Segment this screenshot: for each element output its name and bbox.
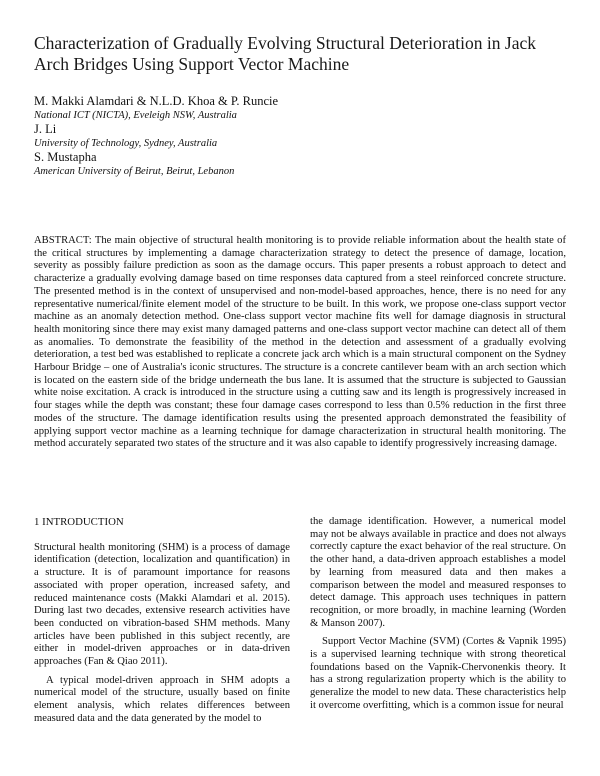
right-column	[310, 516, 566, 713]
left-column	[34, 516, 290, 726]
author-names: S. Mustapha	[34, 150, 97, 164]
body-paragraph: the damage identification. However, a numerical model may not be always available in practice and does not always correctly capture the exact behavior of the real structure. On the other hand, a data-driven approach establishes a model by learning from measured data and then makes a comparison between the model and measured responses to detect damage. This approach uses techniques in pattern recognition, or more broadly, in machine learning (Worden & Manson 2007).	[310, 516, 566, 629]
author-block	[34, 94, 564, 178]
paper-title: Characterization of Gradually Evolving Structural Deterioration in Jack Arch Bridges Using Support Vector Machine	[34, 33, 536, 74]
author-names: M. Makki Alamdari & N.L.D. Khoa & P. Runcie	[34, 94, 279, 108]
author-group-2	[34, 122, 564, 150]
body-paragraph: A typical model-driven approach in SHM adopts a numerical model of the structure, usually based on finite element analysis, which relates differences between measured data and the data generated by the model to	[34, 674, 290, 724]
author-names: J. Li	[34, 122, 57, 136]
author-group-3	[34, 150, 564, 178]
author-affiliation: National ICT (NICTA), Eveleigh NSW, Australia	[34, 110, 237, 121]
author-affiliation: American University of Beirut, Beirut, Lebanon	[34, 166, 235, 177]
abstract: ABSTRACT: The main objective of structural health monitoring is to provide reliable information about the health state of the critical structures by implementing a damage characterization strategy to detect the presence of damage, location, severity as possibly failure prediction as soon as the damage occurs. This paper presents a robust approach to detect and characterize a gradually evolving damage based on time responses data captured from a steel reinforced concrete structure. The presented method is in the context of unsupervised and non-model-based approaches, hence, there is no need for any representative numerical/finite element model of the structure to be built. In this work, we propose one-class support vector machine as an anomaly detection method. One-class support vector machine fits well for damage diagnosis in structural health monitoring since there may exist many damaged patterns and one-class support vector machine can detect all of them as anomalies. To demonstrate the feasibility of the method in the detection and assessment of a gradually evolving deterioration, a test bed was established to replicate a concrete jack arch which is a main structural component on the Sydney Harbour Bridge – one of Australia's iconic structures. The structure is a concrete cantilever beam with an arch section which is located on the eastern side of the bridge underneath the bus lane. It is assumed that the structure is subjected to Gaussian white noise excitation. A crack is introduced in the structure using a cutting saw and its length is progressively increased in four stages while the depth was constant; these four damage cases correspond to less than 0.5% reduction in the first three modes of the structure. The damage identification results using the presented approach demonstrated the feasibility of applying support vector machine as a learning technique for damage characterization in structural health monitoring. The method accurately separated two states of the structure and it was also capable to identify progressively increasing damage.	[34, 235, 566, 450]
body-paragraph: Support Vector Machine (SVM) (Cortes & Vapnik 1995) is a supervised learning technique with strong theoretical foundations based on the Vapnik-Chervonenkis theory. It has a strong regularization property which is the ability to generalize the model to new data. These characteristics help it overcome overfitting, which is a common issue for neural	[310, 636, 566, 711]
author-group-1	[34, 94, 564, 122]
section-heading: 1 INTRODUCTION	[34, 516, 124, 528]
body-paragraph: Structural health monitoring (SHM) is a process of damage identification (detection, localization and quantification) in a structure. It is of paramount importance for reasons associated with proper operation, increased safety, and reduced maintenance costs (Makki Alamdari et al. 2015). During last two decades, extensive research activities have been conducted on vibration-based SHM methods. Many articles have been published in this subject recently, are either in model-driven approaches or in data-driven approaches (Fan & Qiao 2011).	[34, 541, 290, 668]
author-affiliation: University of Technology, Sydney, Australia	[34, 138, 218, 149]
